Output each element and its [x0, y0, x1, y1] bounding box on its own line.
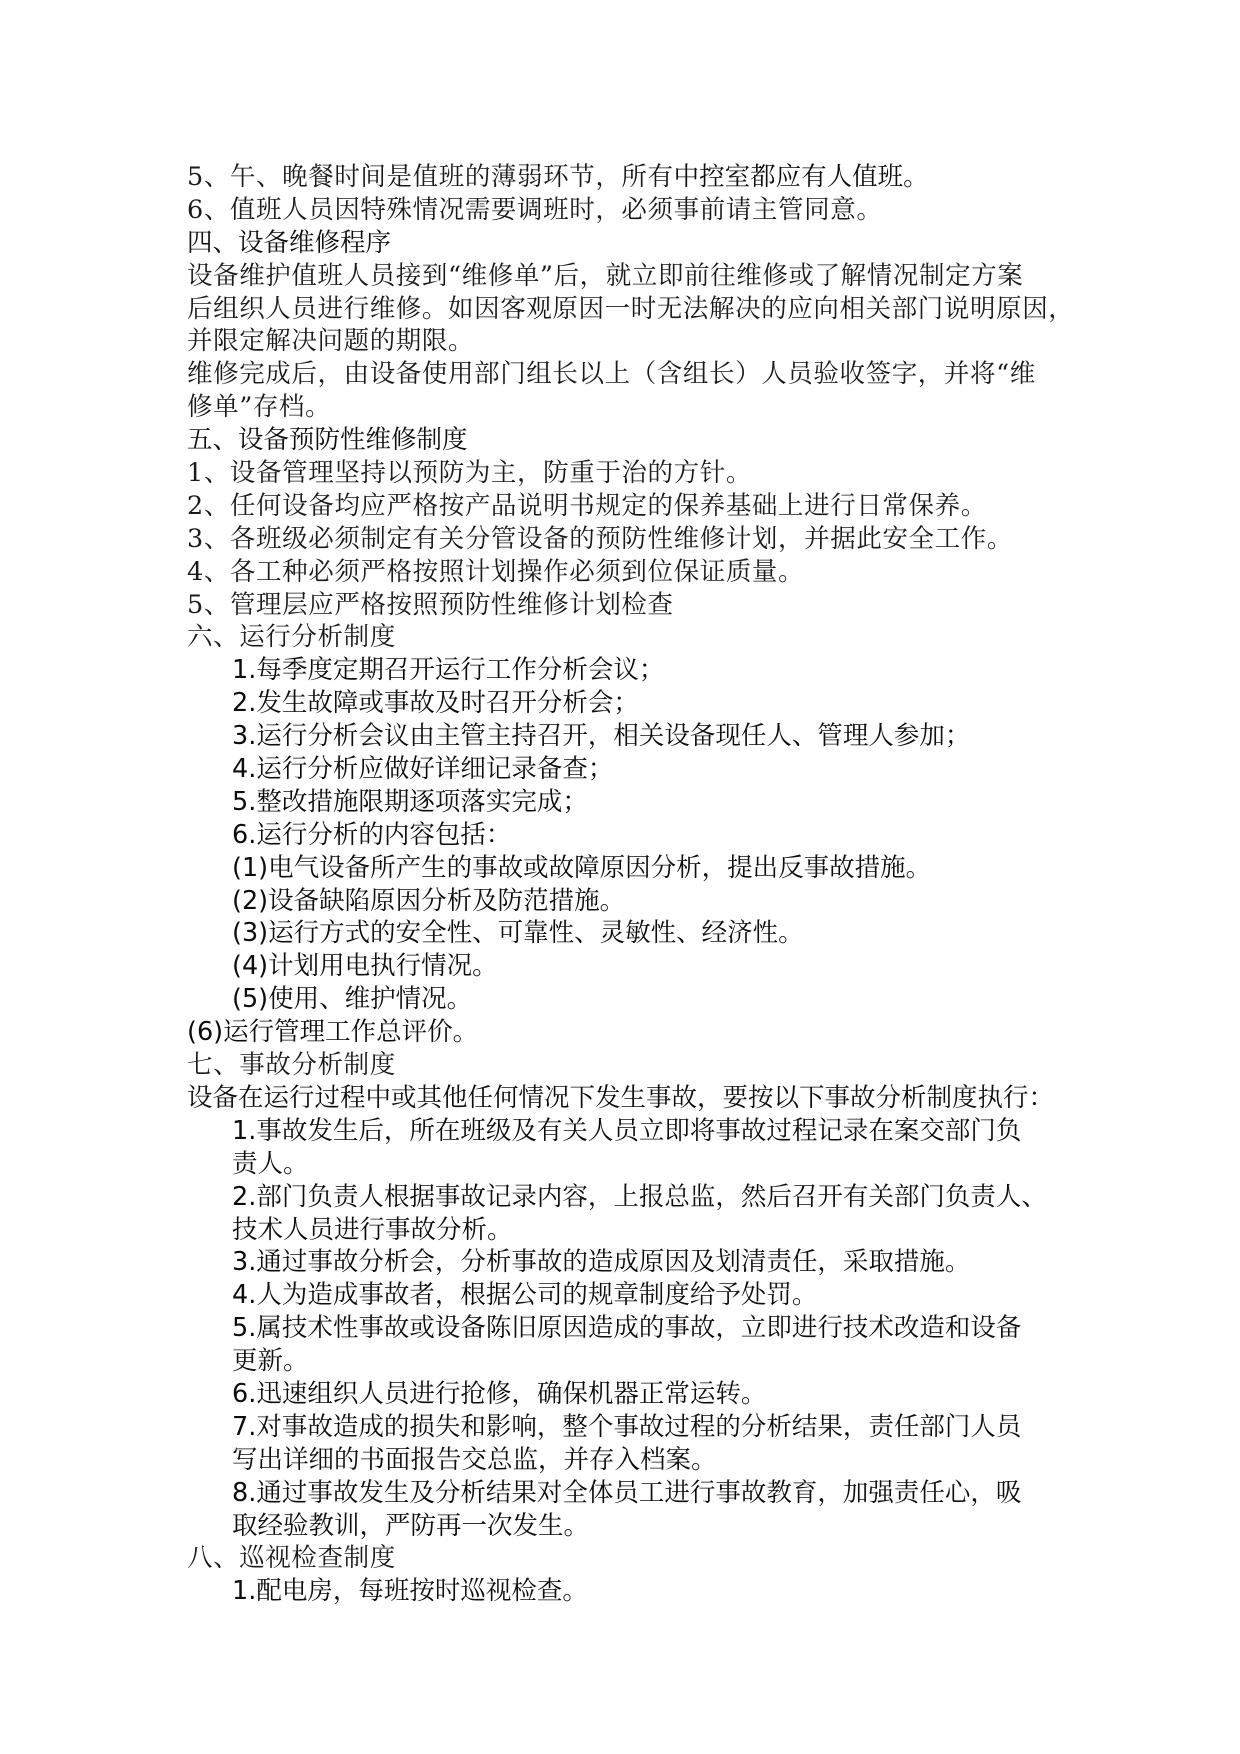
- section-4-paragraph-line: 设备维护值班人员接到“维修单”后，就立即前往维修或了解情况制定方案: [187, 260, 1024, 291]
- section-7-item-line: 更新。: [232, 1346, 309, 1377]
- section-7-item-line: 写出详细的书面报告交总监，并存入档案。: [232, 1444, 717, 1475]
- section-7-item-line: 6.迅速组织人员进行抢修，确保机器正常运转。: [232, 1378, 767, 1409]
- section-6-item: 1.每季度定期召开运行工作分析会议；: [232, 655, 665, 686]
- section-4-paragraph-line: 修单”存档。: [187, 392, 332, 423]
- section-6-content-item: (1)电气设备所产生的事故或故障原因分析，提出反事故措施。: [232, 852, 932, 883]
- section-7-item-line: 5.属技术性事故或设备陈旧原因造成的事故，立即进行技术改造和设备: [232, 1313, 1022, 1344]
- section-7-item-line: 3.通过事故分析会，分析事故的造成原因及划清责任，采取措施。: [232, 1247, 971, 1278]
- section-6-item: 6.运行分析的内容包括：: [232, 819, 512, 850]
- section-6-content-item: (5)使用、维护情况。: [232, 984, 473, 1015]
- section-7-item-line: 2.部门负责人根据事故记录内容，上报总监，然后召开有关部门负责人、: [232, 1181, 1047, 1212]
- section-7-item-line: 4.人为造成事故者，根据公司的规章制度给予处罚。: [232, 1280, 818, 1311]
- section-6-content-item: (4)计划用电执行情况。: [232, 951, 498, 982]
- section-6-heading: 六、运行分析制度: [187, 622, 396, 653]
- section-5-item: 3、各班级必须制定有关分管设备的预防性维修计划，并据此安全工作。: [187, 523, 1013, 554]
- section-6-item: 5.整改措施限期逐项落实完成；: [232, 786, 588, 817]
- section-6-content-item: (2)设备缺陷原因分析及防范措施。: [232, 885, 626, 916]
- section-8-item: 1.配电房，每班按时巡视检查。: [232, 1576, 588, 1607]
- section-5-item: 4、各工种必须严格按照计划操作必须到位保证质量。: [187, 556, 805, 587]
- section-7-item-line: 7.对事故造成的损失和影响，整个事故过程的分析结果，责任部门人员: [232, 1411, 1022, 1442]
- section-7-heading: 七、事故分析制度: [187, 1050, 396, 1081]
- section-4-paragraph-line: 并限定解决问题的期限。: [187, 326, 475, 357]
- section-4-heading: 四、设备维修程序: [187, 227, 392, 258]
- duty-rule-6: 6、值班人员因特殊情况需要调班时，必须事前请主管同意。: [187, 194, 883, 225]
- section-4-paragraph-line: 维修完成后，由设备使用部门组长以上（含组长）人员验收签字，并将“维: [187, 359, 1036, 390]
- section-4-paragraph-line: 后组织人员进行维修。如因客观原因一时无法解决的应向相关部门说明原因，: [187, 293, 1075, 324]
- duty-rule-5-emphasis: 中控室都应有人值班。: [673, 162, 929, 192]
- section-7-item-line: 8.通过事故发生及分析结果对全体员工进行事故教育，加强责任心，吸: [232, 1477, 1022, 1508]
- section-7-item-line: 取经验教训，严防再一次发生。: [232, 1510, 590, 1541]
- section-7-intro: 设备在运行过程中或其他任何情况下发生事故，要按以下事故分析制度执行：: [187, 1082, 1055, 1113]
- section-5-heading: 五、设备预防性维修制度: [187, 425, 468, 456]
- section-5-item: 2、任何设备均应严格按产品说明书规定的保养基础上进行日常保养。: [187, 490, 987, 521]
- section-5-item: 5、管理层应严格按照预防性维修计划检查: [187, 589, 674, 620]
- section-6-content-item: (6)运行管理工作总评价。: [187, 1017, 479, 1048]
- duty-rule-5: [187, 161, 1240, 194]
- section-6-item: 4.运行分析应做好详细记录备查；: [232, 754, 614, 785]
- section-6-content-item: (3)运行方式的安全性、可靠性、灵敏性、经济性。: [232, 918, 804, 949]
- section-7-item-line: 技术人员进行事故分析。: [232, 1214, 513, 1245]
- section-6-item: 3.运行分析会议由主管主持召开，相关设备现任人、管理人参加；: [232, 721, 971, 752]
- duty-rule-5-text: 5、午、晚餐时间是值班的薄弱环节，所有: [187, 162, 674, 192]
- section-8-heading: 八、巡视检查制度: [187, 1543, 396, 1574]
- section-6-item: 2.发生故障或事故及时召开分析会；: [232, 688, 639, 719]
- section-7-item-line: 1.事故发生后，所在班级及有关人员立即将事故过程记录在案交部门负: [232, 1115, 1022, 1146]
- section-7-item-line: 责人。: [232, 1148, 309, 1179]
- section-5-item: 1、设备管理坚持以预防为主，防重于治的方针。: [187, 458, 752, 489]
